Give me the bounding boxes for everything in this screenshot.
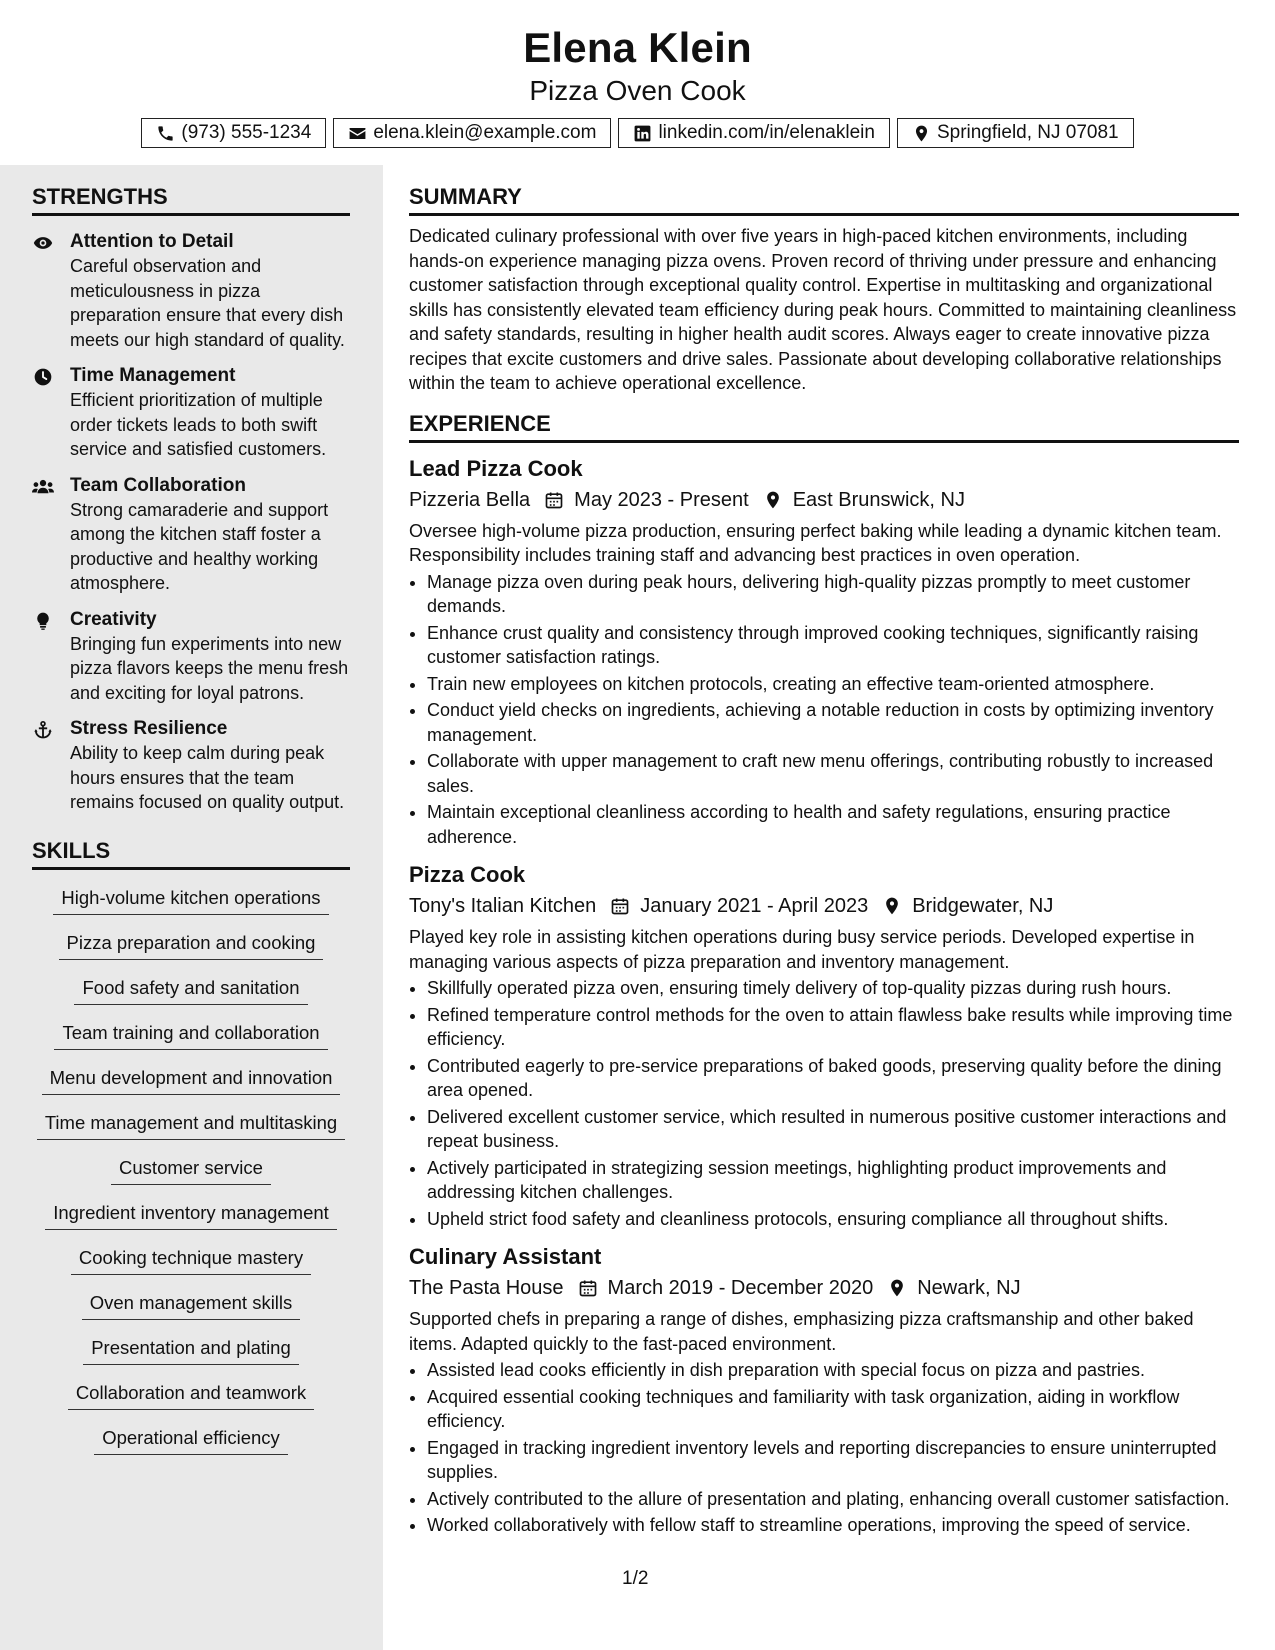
- bullet-item: • Worked collaboratively with fellow staff to streamline operations, improving the speed of service.: [427, 1513, 1239, 1538]
- calendar-icon: [578, 1278, 598, 1298]
- job-meta: [409, 891, 1239, 921]
- job-entry: [409, 455, 1239, 850]
- bullet-item: • Manage pizza oven during peak hours, delivering high-quality pizzas promptly to meet customer demands.: [427, 570, 1239, 619]
- job-company: The Pasta House: [409, 1277, 564, 1299]
- job-entry: [409, 1243, 1239, 1538]
- strength-item: [32, 717, 350, 815]
- skill-item: Menu development and innovation: [42, 1064, 341, 1095]
- job-bullets: [409, 570, 1239, 850]
- contact-bar: [0, 118, 1275, 148]
- job-meta: [409, 1273, 1239, 1303]
- strength-item: [32, 230, 350, 352]
- skill-item: Cooking technique mastery: [71, 1244, 311, 1275]
- contact-email-text: elena.klein@example.com: [373, 122, 597, 143]
- strength-name: Stress Resilience: [70, 718, 228, 739]
- bullet-item: • Refined temperature control methods for the oven to attain flawless bake results while improving time efficiency.: [427, 1003, 1239, 1052]
- skill-item: Time management and multitasking: [37, 1109, 345, 1140]
- summary-text: Dedicated culinary professional with over five years in high-paced kitchen environments, including hands-on experience managing pizza ovens. Proven record of thriving under pressure and enhancing customer satisfaction through exceptional quality control. Expertise in multitasking and organizational skills has consistently elevated team efficiency during peak hours. Committed to maintaining cleanliness and safety standards, resulting in higher health audit scores. Always eager to create innovative pizza recipes that excite customers and drive sales. Passionate about developing collaborative relationships within the team to achieve operational excellence.: [409, 226, 1237, 393]
- strength-desc: Strong camaraderie and support among the kitchen staff foster a productive and healthy working atmosphere.: [70, 499, 329, 593]
- strength-desc: Efficient prioritization of multiple order tickets leads to both swift service and satisfied customers.: [70, 390, 327, 459]
- contact-linkedin[interactable]: [618, 118, 890, 148]
- job-entry: [409, 861, 1239, 1231]
- job-description: Played key role in assisting kitchen operations during busy service periods. Developed expertise in managing various aspects of pizza preparation and inventory management.: [409, 927, 1195, 972]
- skill-item: Oven management skills: [82, 1289, 301, 1320]
- skill-item: Presentation and plating: [83, 1334, 299, 1365]
- strength-item: [32, 608, 350, 706]
- bullet-item: • Collaborate with upper management to craft new menu offerings, contributing robustly to increased sales.: [427, 749, 1239, 798]
- strengths-heading: STRENGTHS: [32, 165, 350, 216]
- experience-heading: EXPERIENCE: [409, 396, 1239, 443]
- skills-heading: SKILLS: [32, 827, 350, 870]
- candidate-title: Pizza Oven Cook: [529, 75, 746, 106]
- strength-item: [32, 474, 350, 596]
- candidate-name: Elena Klein: [523, 24, 752, 71]
- job-description: Oversee high-volume pizza production, ensuring perfect baking while leading a dynamic kitchen team. Responsibility includes training staff and advancing best practices in oven operation.: [409, 520, 1222, 565]
- main-content: [409, 165, 1239, 1540]
- job-title: Pizza Cook: [409, 862, 526, 887]
- strength-desc: Ability to keep calm during peak hours ensures that the team remains focused on quality output.: [70, 743, 345, 812]
- job-title: Culinary Assistant: [409, 1244, 602, 1269]
- skills-list: [32, 884, 350, 1469]
- job-location: East Brunswick, NJ: [792, 488, 965, 511]
- sidebar: [0, 165, 383, 1650]
- skill-item: Ingredient inventory management: [45, 1199, 337, 1230]
- map-pin-icon: [912, 124, 931, 143]
- skill-item: Pizza preparation and cooking: [59, 929, 324, 960]
- job-dates: March 2019 - December 2020: [607, 1277, 874, 1299]
- bullet-item: • Delivered excellent customer service, which resulted in numerous positive customer interactions and repeat business.: [427, 1105, 1239, 1154]
- job-dates: May 2023 - Present: [574, 488, 749, 511]
- resume-header: [0, 0, 1275, 148]
- phone-icon: [156, 124, 175, 143]
- contact-phone[interactable]: [141, 118, 326, 148]
- skill-item: Customer service: [111, 1154, 271, 1185]
- strength-desc: Bringing fun experiments into new pizza flavors keeps the menu fresh and exciting for loyal patrons.: [70, 633, 349, 703]
- page-number: 1/2: [622, 1568, 649, 1589]
- job-description: Supported chefs in preparing a range of dishes, emphasizing pizza craftsmanship and other baked items. Adapted quickly to the fast-paced environment.: [409, 1309, 1194, 1354]
- contact-location-text: Springfield, NJ 07081: [936, 122, 1119, 143]
- calendar-icon: [544, 490, 564, 510]
- job-dates: January 2021 - April 2023: [640, 895, 869, 917]
- bullet-item: • Train new employees on kitchen protocols, creating an effective team-oriented atmosphere.: [427, 672, 1239, 697]
- strength-name: Time Management: [70, 365, 236, 386]
- summary-heading: SUMMARY: [409, 165, 1239, 216]
- contact-location[interactable]: [897, 118, 1134, 148]
- bullet-item: • Engaged in tracking ingredient inventory levels and reporting discrepancies to ensure uninterrupted supplies.: [427, 1436, 1239, 1485]
- map-pin-icon: [763, 490, 783, 510]
- contact-linkedin-text: linkedin.com/in/elenaklein: [658, 122, 875, 143]
- bullet-item: • Maintain exceptional cleanliness according to health and safety regulations, ensuring practice adherence.: [427, 800, 1239, 849]
- job-company: Pizzeria Bella: [409, 488, 531, 511]
- strength-item: [32, 364, 350, 462]
- bullet-item: • Contributed eagerly to pre-service preparations of baked goods, preserving quality before the dining area opened.: [427, 1054, 1239, 1103]
- strength-name: Team Collaboration: [70, 474, 246, 496]
- linkedin-icon: [633, 124, 652, 143]
- strength-name: Creativity: [70, 608, 157, 630]
- job-meta: [409, 485, 1239, 515]
- bullet-item: • Skillfully operated pizza oven, ensuring timely delivery of top-quality pizzas during rush hours.: [427, 976, 1239, 1001]
- bullet-item: • Conduct yield checks on ingredients, achieving a notable reduction in costs by optimizing inventory management.: [427, 698, 1239, 747]
- users-icon: [32, 477, 54, 497]
- skill-item: Team training and collaboration: [54, 1019, 327, 1050]
- job-company: Tony's Italian Kitchen: [409, 895, 597, 917]
- bullet-item: • Upheld strict food safety and cleanliness protocols, ensuring compliance all throughout shifts.: [427, 1207, 1239, 1232]
- skill-item: Food safety and sanitation: [74, 974, 307, 1005]
- contact-phone-text: (973) 555-1234: [181, 122, 312, 143]
- map-pin-icon: [882, 896, 902, 916]
- strength-desc: Careful observation and meticulousness in pizza preparation ensure that every dish meets our high standard of quality.: [70, 256, 345, 350]
- skill-item: Operational efficiency: [94, 1424, 288, 1455]
- job-location: Bridgewater, NJ: [912, 895, 1054, 917]
- calendar-icon: [610, 896, 630, 916]
- bullet-item: • Actively contributed to the allure of presentation and plating, enhancing overall customer satisfaction.: [427, 1487, 1239, 1512]
- clock-icon: [32, 367, 54, 387]
- map-pin-icon: [887, 1278, 907, 1298]
- job-title: Lead Pizza Cook: [409, 455, 583, 481]
- anchor-icon: [32, 720, 54, 740]
- job-bullets: [409, 1358, 1239, 1538]
- eye-icon: [32, 233, 54, 253]
- skill-item: High-volume kitchen operations: [53, 884, 328, 915]
- skill-item: Collaboration and teamwork: [68, 1379, 314, 1410]
- contact-email[interactable]: [333, 118, 611, 148]
- bullet-item: • Acquired essential cooking techniques and familiarity with task organization, aiding in workflow efficiency.: [427, 1385, 1239, 1434]
- bullet-item: • Assisted lead cooks efficiently in dish preparation with special focus on pizza and pastries.: [427, 1358, 1239, 1383]
- strengths-list: [32, 230, 350, 815]
- bullet-item: • Enhance crust quality and consistency through improved cooking techniques, significantly raising customer satisfaction ratings.: [427, 621, 1239, 670]
- envelope-icon: [348, 124, 367, 143]
- strength-name: Attention to Detail: [70, 231, 234, 252]
- job-location: Newark, NJ: [917, 1277, 1021, 1299]
- job-bullets: [409, 976, 1239, 1231]
- lightbulb-icon: [32, 611, 54, 631]
- bullet-item: • Actively participated in strategizing session meetings, highlighting product improvements and addressing kitchen challenges.: [427, 1156, 1239, 1205]
